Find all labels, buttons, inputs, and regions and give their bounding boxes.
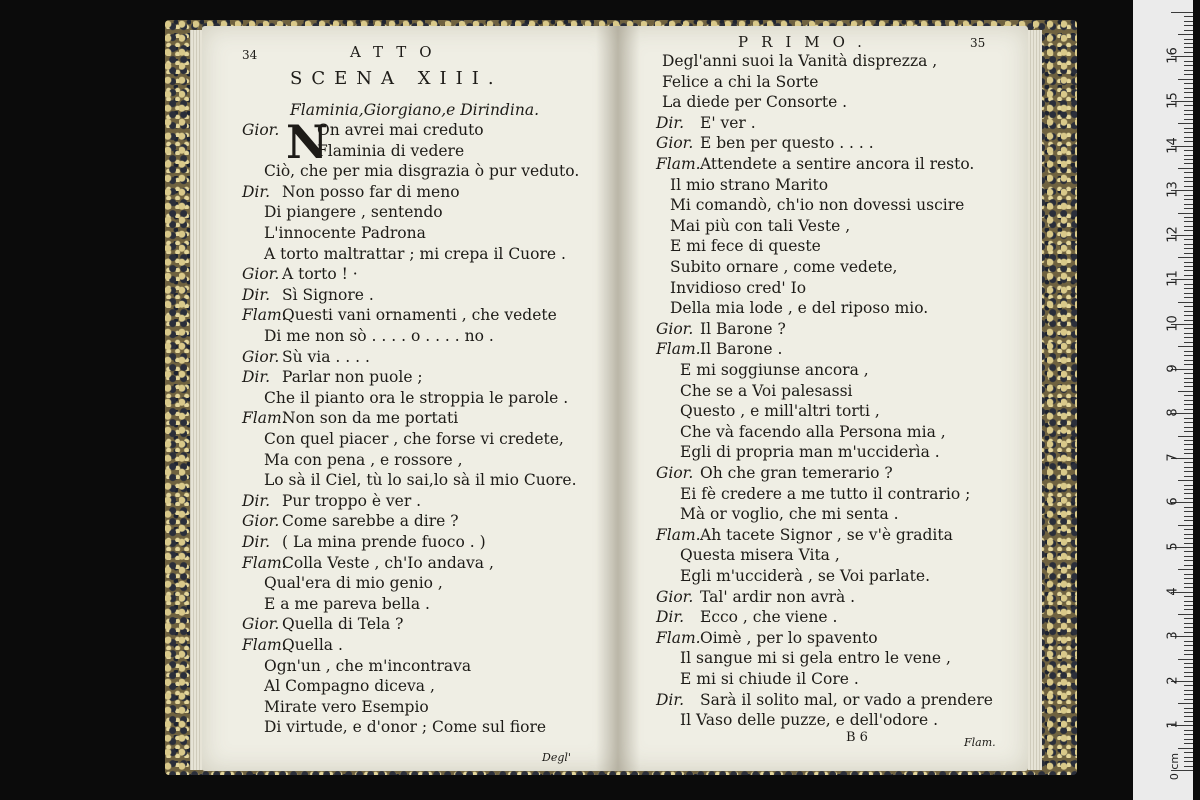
ruler-tick [1184,587,1193,588]
ruler-tick [1184,114,1193,115]
book-gutter [596,26,640,771]
ruler-tick [1184,694,1193,695]
ruler-tick [1184,110,1193,111]
ruler-tick [1184,253,1193,254]
verse-line: Flaminia di vedere [317,141,465,160]
ruler-tick [1184,88,1193,89]
ruler-tick [1184,351,1193,352]
verse-line: Questi vani ornamenti , che vedete [282,306,557,325]
measurement-ruler [1133,0,1193,800]
ruler-tick [1184,230,1193,231]
page-edges-right [1028,30,1042,770]
ruler-tick [1184,462,1193,463]
ruler-tick [1184,560,1193,561]
left-running-header: ATTO [350,43,445,61]
ruler-tick [1184,511,1193,512]
verse-line: Ogn'un , che m'incontrava [264,656,472,675]
ruler-tick [1184,128,1193,129]
ruler-tick [1184,105,1193,106]
ruler-tick [1171,12,1193,13]
ruler-tick [1184,177,1193,178]
ruler-tick [1184,734,1193,735]
ruler-tick [1184,172,1193,173]
ruler-tick [1184,43,1193,44]
verse-line: Oimè , per lo spavento [700,628,878,647]
ruler-tick [1184,583,1193,584]
ruler-tick [1178,659,1193,660]
verse-line: L'innocente Padrona [264,224,426,242]
ruler-tick [1184,92,1193,93]
verse-line: Pur troppo è ver . [282,491,422,510]
ruler-number: 9 [1165,363,1181,373]
ruler-tick [1178,391,1193,392]
speaker-label: Gior. [656,587,694,606]
ruler-tick [1184,529,1193,530]
ruler-tick [1184,641,1193,642]
speaker-label: Flam. [656,155,701,173]
left-catchword: Degl' [542,751,571,764]
verse-line: Mà or voglio, che mi senta . [680,505,899,524]
ruler-tick [1184,578,1193,579]
speaker-label: Flam. [242,306,287,325]
ruler-tick [1184,596,1193,597]
ruler-tick [1178,79,1193,80]
verse-line: Mirate vero Esempio [264,697,429,716]
speaker-label: Gior. [242,512,280,531]
ruler-number: 1 [1165,720,1181,730]
ruler-tick [1184,195,1193,196]
speaker-label: Dir. [656,690,685,709]
ruler-tick [1178,480,1193,481]
speaker-label: Gior. [656,134,694,153]
ruler-tick [1178,257,1193,258]
speaker-label: Dir. [242,182,271,201]
verse-line: Ei fè credere a me tutto il contrario ; [680,484,971,503]
verse-line: Il Vaso delle puzze, e dell'odore . [680,711,938,730]
verse-line: Il Barone . [700,340,783,359]
ruler-tick [1184,761,1193,762]
speaker-label: Gior. [656,464,694,482]
ruler-number: 4 [1165,586,1181,596]
speaker-label: Gior. [242,121,280,139]
ruler-tick [1184,453,1193,454]
ruler-tick [1184,297,1193,298]
right-page [618,26,1028,771]
verse-line: A torto maltrattar ; mi crepa il Cuore . [264,244,566,263]
verse-line: Felice a chi la Sorte [662,72,819,91]
ruler-tick [1178,302,1193,303]
verse-line: Ciò, che per mia disgrazia ò pur veduto. [264,162,580,181]
verse-line: Invidioso cred' Io [670,278,807,297]
verse-line: Oh che gran temerario ? [700,464,893,482]
ruler-tick [1184,382,1193,383]
ruler-tick [1178,213,1193,214]
verse-line: Ah tacete Signor , se v'è gradita [700,525,953,544]
verse-line: Sarà il solito mal, or vado a prendere [700,690,993,709]
ruler-number: 6 [1165,497,1181,507]
ruler-tick [1184,30,1193,31]
ruler-tick [1184,654,1193,655]
ruler-tick [1184,485,1193,486]
verse-line: Sù via . . . . [282,347,370,366]
ruler-tick [1184,39,1193,40]
ruler-tick [1184,404,1193,405]
ruler-tick [1184,650,1193,651]
verse-line: Mai più con tali Veste , [670,216,851,235]
verse-line: Il mio strano Marito [670,175,829,194]
ruler-tick [1184,489,1193,490]
ruler-tick [1184,52,1193,53]
ruler-tick [1184,141,1193,142]
ruler-number: 15 [1165,92,1181,109]
verse-line: Non posso far di meno [282,182,460,201]
ruler-tick [1184,284,1193,285]
speaker-label: Dir. [242,368,271,387]
ruler-tick [1184,667,1193,668]
ruler-tick [1184,690,1193,691]
ruler-number: 2 [1165,676,1181,685]
right-running-header: PRIMO. [738,33,875,51]
ruler-tick [1178,346,1193,347]
ruler-tick [1184,293,1193,294]
speaker-label: Flam. [242,553,287,572]
ruler-tick [1184,83,1193,84]
ruler-tick [1184,618,1193,619]
verse-line: Egli di propria man m'ucciderìa . [680,443,940,462]
verse-line: Sì Signore . [282,285,374,304]
ruler-number: 3 [1165,631,1181,640]
speaker-label: Dir. [656,608,685,627]
verse-line: Questa misera Vita , [680,546,840,565]
ruler-tick [1184,360,1193,361]
ruler-tick [1184,444,1193,445]
ruler-tick [1184,721,1193,722]
verse-line: Attendete a sentire ancora il resto. [700,155,975,173]
verse-line: E' ver . [700,113,756,132]
ruler-tick [1184,663,1193,664]
verse-line: Ma con pena , e rossore , [264,450,463,469]
speaker-label: Flam. [656,628,701,647]
ruler-tick [1184,551,1193,552]
verse-line: Non son da me portati [282,409,459,428]
ruler-tick [1184,507,1193,508]
ruler-tick [1184,47,1193,48]
verse-line: Che se a Voi palesassi [680,381,853,400]
ruler-tick [1184,132,1193,133]
ruler-tick [1184,467,1193,468]
verse-line: Che và facendo alla Persona mia , [680,422,946,441]
verse-line: Di piangere , sentendo [264,203,443,222]
ruler-tick [1184,676,1193,677]
ruler-tick [1178,748,1193,749]
ruler-tick [1184,386,1193,387]
ruler-tick [1184,712,1193,713]
ruler-number: 14 [1165,136,1181,154]
ruler-tick [1184,97,1193,98]
ruler-tick [1184,672,1193,673]
verse-line: Qual'era di mio genio , [264,574,443,593]
ruler-tick [1184,315,1193,316]
ruler-tick [1184,427,1193,428]
drop-cap: N [286,115,329,169]
ruler-tick [1184,119,1193,120]
verse-line: Parlar non puole ; [282,368,423,387]
ruler-tick [1184,543,1193,544]
ruler-tick [1184,493,1193,494]
ruler-tick [1184,275,1193,276]
ruler-tick [1184,440,1193,441]
verse-line: Di me non sò . . . . o . . . . no . [264,327,494,345]
ruler-unit-label: 0 cm [1168,752,1182,781]
left-page-number: 34 [242,48,258,62]
ruler-tick [1178,614,1193,615]
ruler-tick [1184,306,1193,307]
ruler-tick [1184,739,1193,740]
ruler-tick [1178,569,1193,570]
characters-line: Flaminia,Giorgiano,e Dirindina. [290,101,540,119]
ruler-tick [1178,123,1193,124]
speaker-label: Dir. [242,285,271,304]
ruler-tick [1184,70,1193,71]
ruler-tick [1184,155,1193,156]
ruler-tick [1184,204,1193,205]
ruler-tick [1184,61,1193,62]
ruler-number: 12 [1165,226,1181,243]
ruler-tick [1184,757,1193,758]
ruler-tick [1178,525,1193,526]
ruler-tick [1184,685,1193,686]
ruler-tick [1184,422,1193,423]
ruler-tick [1184,137,1193,138]
ruler-tick [1184,449,1193,450]
ruler-tick [1184,418,1193,419]
ruler-tick [1184,25,1193,26]
verse-line: Al Compagno diceva , [264,677,435,696]
ruler-tick [1184,181,1193,182]
ruler-tick [1184,498,1193,499]
ruler-tick [1184,311,1193,312]
ruler-tick [1184,516,1193,517]
ruler-tick [1184,333,1193,334]
verse-line: Tal' ardir non avrà . [700,587,856,606]
verse-line: Il Barone ? [700,319,786,338]
ruler-tick [1184,556,1193,557]
verse-line: Di virtude, e d'onor ; Come sul fiore [264,718,547,737]
ruler-tick [1184,431,1193,432]
verse-line: Egli m'ucciderà , se Voi parlate. [680,567,931,585]
speaker-label: Flam. [242,636,287,654]
ruler-tick [1184,743,1193,744]
verse-line: Con quel piacer , che forse vi credete, [264,430,564,448]
ruler-tick [1184,221,1193,222]
verse-line: Il sangue mi si gela entro le vene , [680,649,951,668]
ruler-number: 16 [1165,47,1181,65]
ruler-tick [1184,226,1193,227]
signature-mark: B 6 [846,730,868,745]
ruler-tick [1184,74,1193,75]
verse-line: Quella . [282,636,343,654]
ruler-tick [1184,623,1193,624]
speaker-label: Flam. [242,409,287,428]
ruler-tick [1184,328,1193,329]
ruler-tick [1184,186,1193,187]
verse-line: Quella di Tela ? [282,615,404,634]
verse-line: Ecco , che viene . [700,608,838,627]
ruler-tick [1178,34,1193,35]
ruler-tick [1178,436,1193,437]
ruler-tick [1184,239,1193,240]
verse-line: A torto ! · [282,265,358,284]
ruler-number: 7 [1165,453,1181,462]
ruler-tick [1184,266,1193,267]
speaker-label: Dir. [242,533,271,551]
verse-line: Questo , e mill'altri torti , [680,402,880,421]
ruler-number: 13 [1165,181,1181,198]
ruler-tick [1184,766,1193,767]
ruler-tick [1184,337,1193,338]
ruler-tick [1184,601,1193,602]
ruler-tick [1184,159,1193,160]
ruler-tick [1184,534,1193,535]
left-page [202,26,618,771]
ruler-tick [1184,342,1193,343]
ruler-tick [1184,378,1193,379]
verse-line: On avrei mai creduto [317,121,484,139]
verse-line: E mi soggiunse ancora , [680,361,869,379]
verse-line: ( La mina prende fuoco . ) [282,533,486,551]
verse-line: E ben per questo . . . . [700,134,874,153]
ruler-tick [1184,199,1193,200]
ruler-tick [1184,400,1193,401]
speaker-label: Dir. [656,113,685,132]
ruler-tick [1184,262,1193,263]
right-page-number: 35 [970,36,986,50]
ruler-tick [1184,355,1193,356]
ruler-tick [1184,16,1193,17]
verse-line: Subito ornare , come vedete, [670,258,898,276]
speaker-label: Gior. [242,347,280,366]
ruler-tick [1184,730,1193,731]
ruler-number: 11 [1165,270,1181,288]
ruler-number: 10 [1165,315,1181,332]
ruler-tick [1184,476,1193,477]
ruler-tick [1184,699,1193,700]
speaker-label: Dir. [242,491,271,510]
verse-line: Lo sà il Ciel, tù lo sai,lo sà il mio Cuore. [264,471,577,490]
ruler-tick [1184,244,1193,245]
speaker-label: Gior. [242,265,280,284]
ruler-tick [1184,288,1193,289]
speaker-label: Gior. [242,615,280,634]
right-catchword: Flam. [964,736,996,749]
verse-line: Che il pianto ora le stroppia le parole . [264,388,569,407]
scene-title: SCENA XIII. [290,68,503,89]
ruler-tick [1184,609,1193,610]
ruler-tick [1184,574,1193,575]
ruler-tick [1184,716,1193,717]
ruler-tick [1184,565,1193,566]
ruler-tick [1184,364,1193,365]
ruler-tick [1184,520,1193,521]
ruler-tick [1184,752,1193,753]
speaker-label: Gior. [656,319,694,338]
ruler-tick [1184,395,1193,396]
verse-line: E mi si chiude il Core . [680,670,859,688]
ruler-tick [1184,605,1193,606]
verse-line: Come sarebbe a dire ? [282,512,459,531]
speaker-label: Flam. [656,525,701,544]
ruler-tick [1184,708,1193,709]
ruler-tick [1184,21,1193,22]
ruler-tick [1184,163,1193,164]
ruler-tick [1184,248,1193,249]
verse-line: La diede per Consorte . [662,93,848,112]
ruler-tick [1184,208,1193,209]
ruler-tick [1178,703,1193,704]
speaker-label: Flam. [656,340,701,359]
ruler-tick [1184,270,1193,271]
ruler-tick [1184,538,1193,539]
ruler-tick [1184,320,1193,321]
ruler-tick [1184,373,1193,374]
verse-line: E a me pareva bella . [264,594,430,613]
ruler-tick [1184,645,1193,646]
ruler-tick [1178,168,1193,169]
verse-line: Degl'anni suoi la Vanità disprezza , [662,52,938,70]
ruler-tick [1184,150,1193,151]
ruler-number: 8 [1165,408,1181,417]
ruler-tick [1184,409,1193,410]
ruler-tick [1184,471,1193,472]
ruler-tick [1184,65,1193,66]
ruler-tick [1184,217,1193,218]
ruler-tick [1184,627,1193,628]
verse-line: E mi fece di queste [670,237,821,256]
ruler-tick [1184,632,1193,633]
verse-line: Colla Veste , ch'Io andava , [282,553,494,572]
verse-line: Mi comandò, ch'io non dovessi uscire [670,196,965,215]
verse-line: Della mia lode , e del riposo mio. [670,299,929,318]
ruler-number: 5 [1165,542,1181,551]
